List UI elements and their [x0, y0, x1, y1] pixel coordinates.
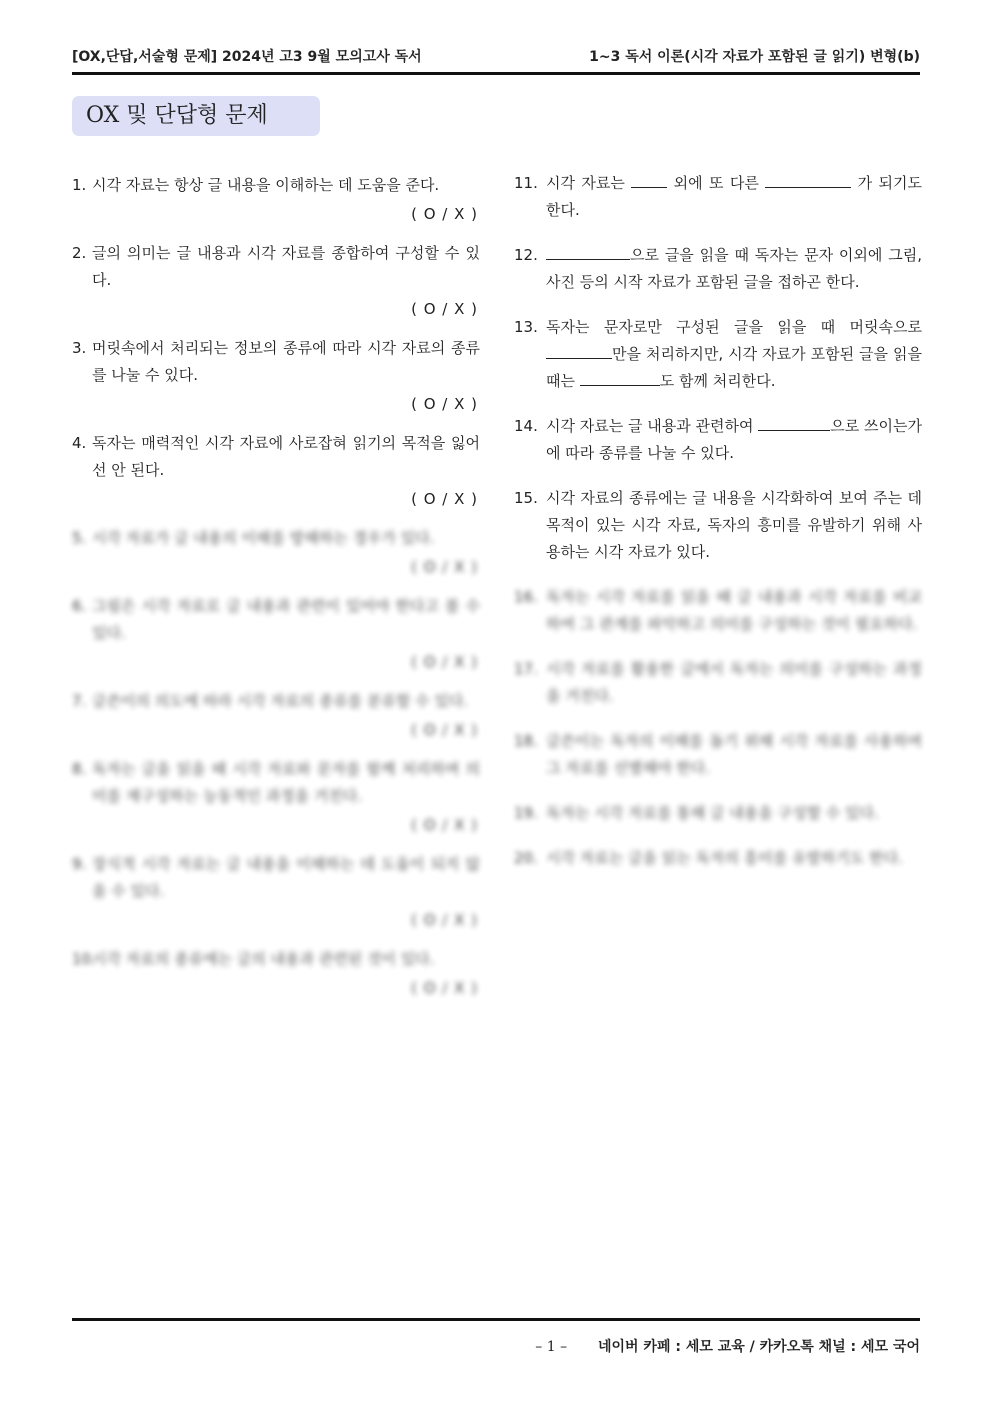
question-text: 장식적 시각 자료는 글 내용을 이해하는 데 도움이 되지 않을 수 있다.	[92, 855, 480, 900]
ox-question	[72, 851, 480, 934]
question-text: 글쓴이는 독자의 이해를 돕기 위해 시각 자료를 사용하며 그 자료를 선별해야 한다.	[546, 732, 922, 777]
question-number: 7.	[72, 692, 87, 710]
question-text: 시각 자료를 활용한 글에서 독자는 의미를 구성하는 과정을 거친다.	[546, 660, 922, 705]
ox-choice[interactable]: ( O / X )	[411, 911, 478, 929]
question-number: 16.	[514, 588, 538, 606]
ox-question	[72, 525, 480, 581]
page-number: – 1 –	[535, 1339, 568, 1355]
short-answer-question	[514, 413, 922, 467]
question-number: 5.	[72, 529, 87, 547]
short-answer-question	[514, 800, 922, 827]
header-left-title: [OX,단답,서술형 문제] 2024년 고3 9월 모의고사 독서	[72, 49, 422, 65]
question-number: 18.	[514, 732, 538, 750]
question-text: 시각 자료는 글을 읽는 독자의 흥미를 유발하기도 한다.	[546, 849, 903, 867]
ox-choice[interactable]: ( O / X )	[411, 816, 478, 834]
ox-question	[72, 756, 480, 839]
ox-question	[72, 430, 480, 513]
question-number: 9.	[72, 855, 87, 873]
ox-choice[interactable]: ( O / X )	[411, 721, 478, 739]
footer-divider	[72, 1318, 920, 1321]
short-answer-question	[514, 656, 922, 710]
question-number: 6.	[72, 597, 87, 615]
answer-blank[interactable]	[580, 369, 660, 386]
question-text: 독자는 시각 자료를 통해 글 내용을 구성할 수 있다.	[546, 804, 879, 822]
left-question-column	[72, 172, 480, 1014]
question-number: 8.	[72, 760, 87, 778]
footer-text: 네이버 카페 : 세모 교육 / 카카오톡 채널 : 세모 국어	[597, 1339, 920, 1355]
ox-question	[72, 593, 480, 676]
answer-blank[interactable]	[631, 171, 667, 188]
ox-choice[interactable]: ( O / X )	[411, 300, 478, 318]
question-text: 독자는 매력적인 시각 자료에 사로잡혀 읽기의 목적을 잃어선 안 된다.	[92, 434, 480, 479]
question-text: 시각 자료의 종류에는 글의 내용과 관련된 것이 있다.	[92, 950, 435, 968]
question-number: 1.	[72, 176, 87, 194]
answer-blank[interactable]	[546, 243, 630, 260]
question-text: 글쓴이의 의도에 따라 시각 자료의 종류를 분류할 수 있다.	[92, 692, 469, 710]
answer-blank[interactable]	[546, 342, 612, 359]
ox-choice[interactable]: ( O / X )	[411, 653, 478, 671]
header-right-title: 1~3 독서 이론(시각 자료가 포함된 글 읽기) 변형(b)	[589, 49, 920, 65]
question-text: 독자는 글을 읽을 때 시각 자료와 문자를 함께 처리하며 의미를 재구성하는 능동적인 과정을 거친다.	[92, 760, 480, 805]
question-number: 14.	[514, 417, 538, 435]
short-answer-question	[514, 728, 922, 782]
ox-choice[interactable]: ( O / X )	[411, 979, 478, 997]
question-number: 12.	[514, 246, 538, 264]
short-answer-question	[514, 485, 922, 566]
question-text: 글의 의미는 글 내용과 시각 자료를 종합하여 구성할 수 있다.	[92, 244, 480, 289]
right-question-column	[514, 170, 922, 890]
short-answer-question	[514, 242, 922, 296]
ox-question	[72, 240, 480, 323]
section-title: OX 및 단답형 문제	[72, 96, 320, 136]
question-text: 시각 자료는 글 내용과 관련하여 으로 쓰이는가에 따라 종류를 나눌 수 있다.	[546, 413, 922, 467]
question-text: 독자는 시각 자료를 읽을 때 글 내용과 시각 자료를 비교하여 그 관계를 파악하고 의미를 구성하는 것이 필요하다.	[546, 588, 922, 633]
question-text: 머릿속에서 처리되는 정보의 종류에 따라 시각 자료의 종류를 나눌 수 있다.	[92, 339, 480, 384]
question-text: 시각 자료의 종류에는 글 내용을 시각화하여 보여 주는 데 목적이 있는 시각 자료, 독자의 흥미를 유발하기 위해 사용하는 시각 자료가 있다.	[546, 489, 922, 561]
ox-choice[interactable]: ( O / X )	[411, 205, 478, 223]
ox-question	[72, 172, 480, 228]
question-number: 13.	[514, 318, 538, 336]
ox-choice[interactable]: ( O / X )	[411, 490, 478, 508]
ox-choice[interactable]: ( O / X )	[411, 558, 478, 576]
question-text: 시각 자료는 외에 또 다른 가 되기도 한다.	[546, 170, 922, 224]
question-number: 2.	[72, 244, 87, 262]
question-number: 4.	[72, 434, 87, 452]
ox-question	[72, 335, 480, 418]
question-text: 그림은 시각 자료로 글 내용과 관련이 있어야 한다고 볼 수 있다.	[92, 597, 480, 642]
page-header	[72, 38, 920, 75]
short-answer-question	[514, 170, 922, 224]
answer-blank[interactable]	[765, 171, 851, 188]
question-number: 3.	[72, 339, 87, 357]
question-number: 20.	[514, 849, 538, 867]
ox-choice[interactable]: ( O / X )	[411, 395, 478, 413]
question-number: 15.	[514, 489, 538, 507]
ox-question	[72, 688, 480, 744]
question-number: 10.	[72, 950, 96, 968]
answer-blank[interactable]	[758, 414, 830, 431]
question-text: 시각 자료는 항상 글 내용을 이해하는 데 도움을 준다.	[92, 176, 440, 194]
short-answer-question	[514, 845, 922, 872]
page-footer	[535, 1336, 920, 1356]
short-answer-question	[514, 584, 922, 638]
question-number: 17.	[514, 660, 538, 678]
question-text: 으로 글을 읽을 때 독자는 문자 이외에 그림, 사진 등의 시작 자료가 포함된 글을 접하곤 한다.	[546, 242, 922, 296]
short-answer-question	[514, 314, 922, 395]
question-number: 11.	[514, 174, 538, 192]
question-text: 시각 자료가 글 내용의 이해를 방해하는 경우가 있다.	[92, 529, 435, 547]
question-number: 19.	[514, 804, 538, 822]
ox-question	[72, 946, 480, 1002]
question-text: 독자는 문자로만 구성된 글을 읽을 때 머릿속으로 만을 처리하지만, 시각 자료가 포함된 글을 읽을 때는 도 함께 처리한다.	[546, 318, 922, 390]
